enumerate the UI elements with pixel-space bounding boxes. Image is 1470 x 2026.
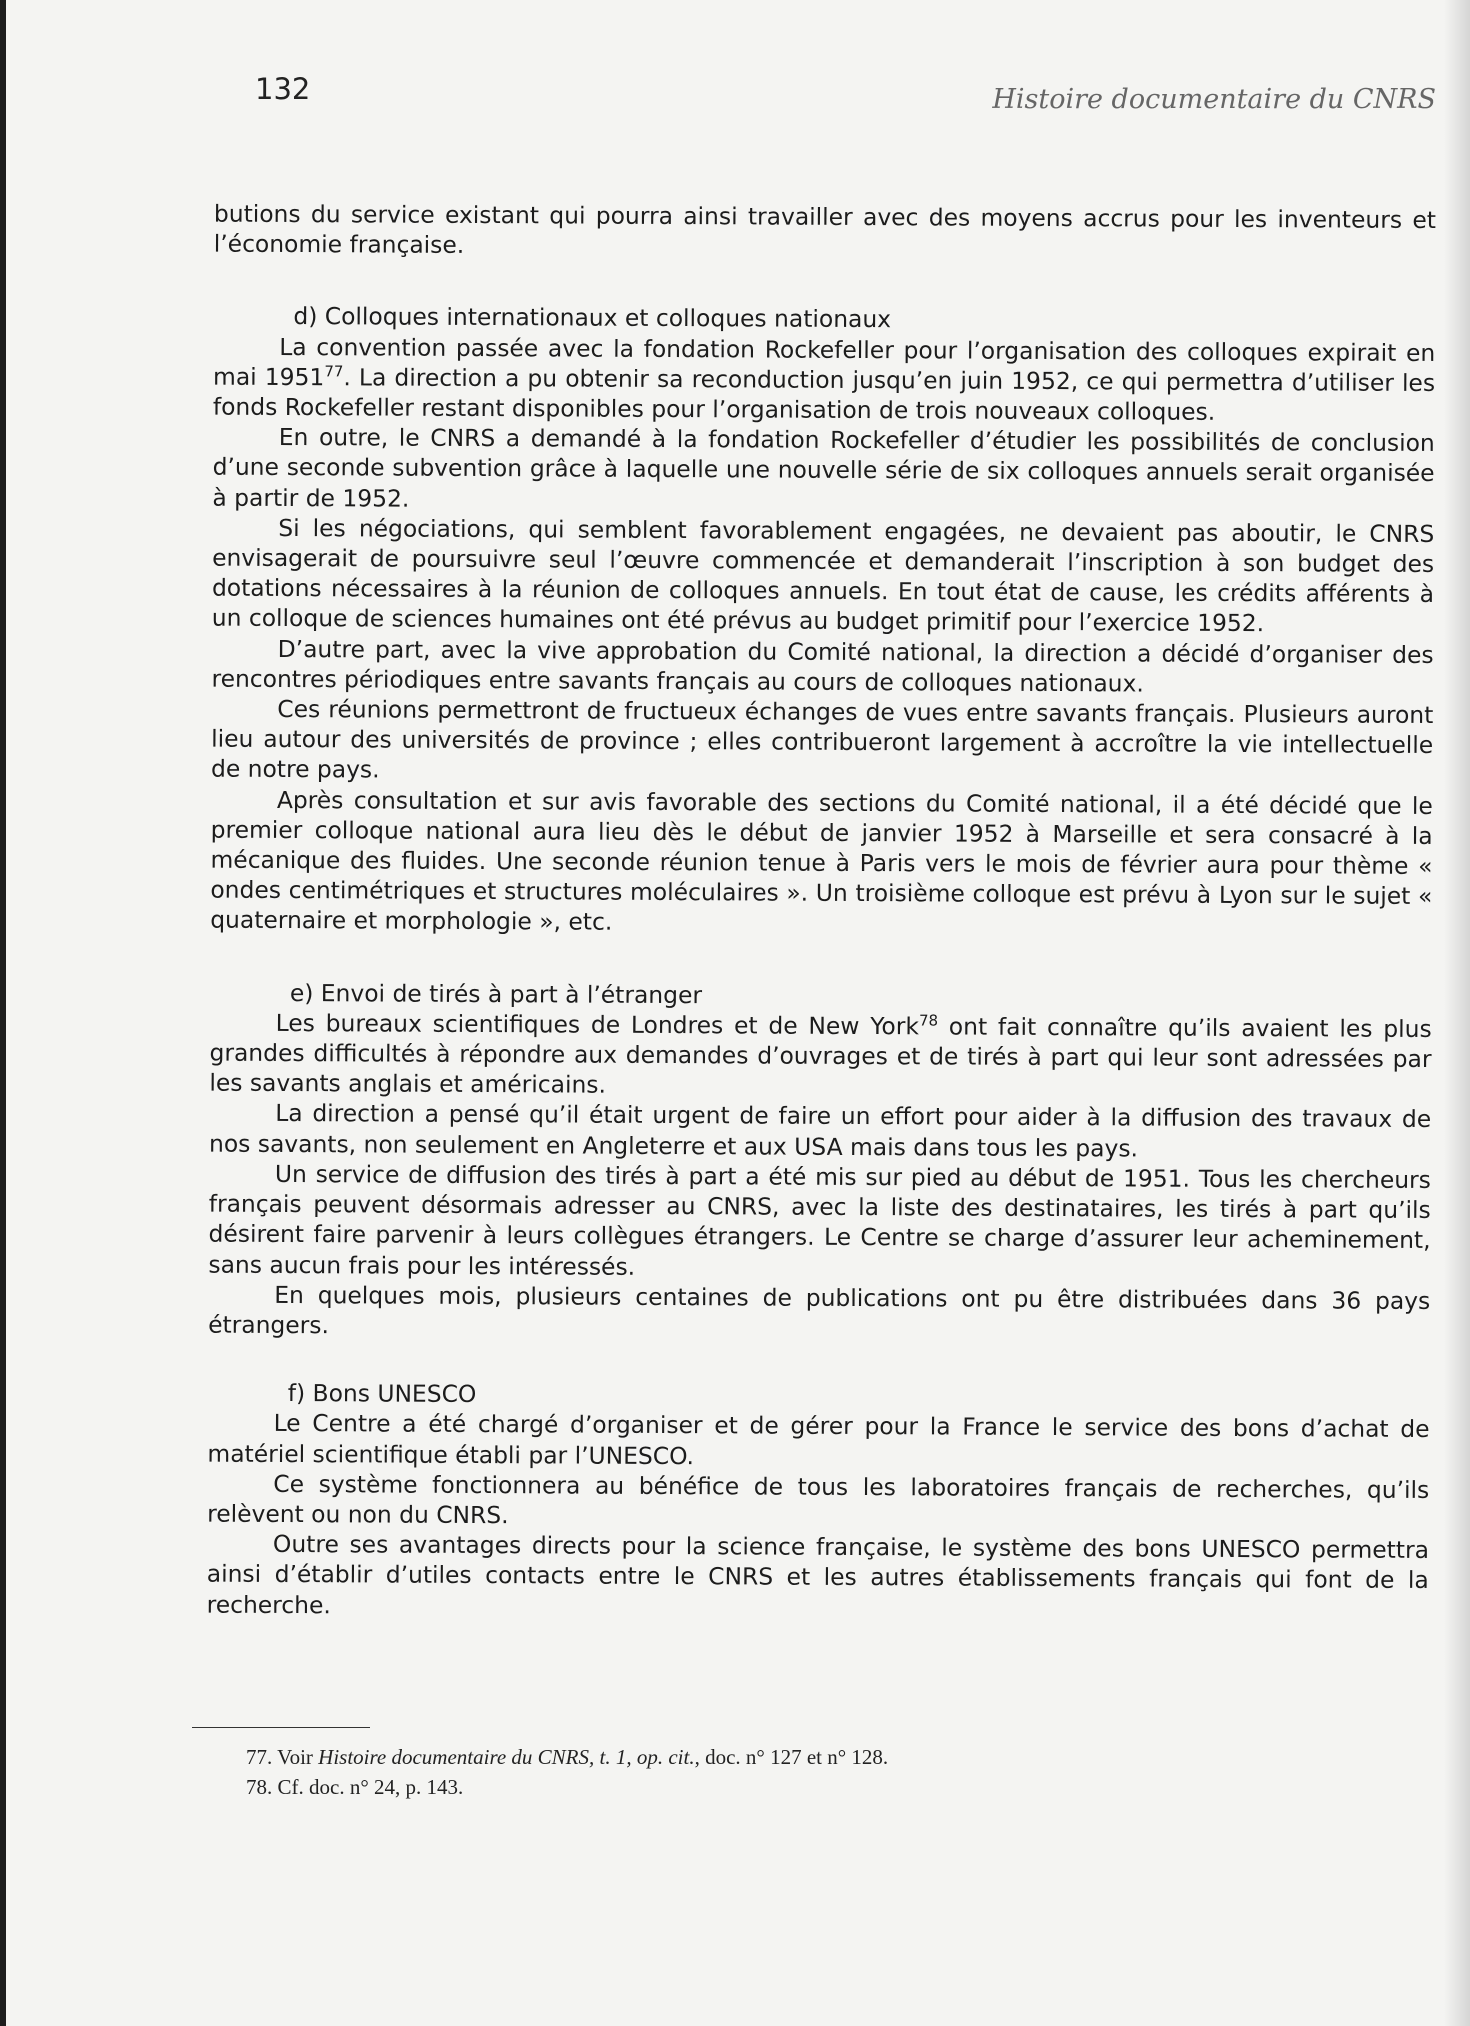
paragraph: D’autre part, avec la vive approbation du Comité national, la direction a décidé d’organiser des rencontres périodiques entre savants français au cours de colloques nationaux. <box>211 634 1434 698</box>
footnote-77: 77. Voir Histoire documentaire du CNRS, t. 1, op. cit., doc. n° 127 et n° 128. <box>246 1745 889 1769</box>
section-heading-e: e) Envoi de tirés à part à l’étranger <box>289 978 703 1009</box>
paragraph: Le Centre a été chargé d’organiser et de gérer pour la France le service des bons d’achat de matériel scientifique établi par l’UNESCO. <box>207 1409 1430 1470</box>
paragraph: Si les négociations, qui semblent favorablement engagées, ne devaient pas aboutir, le CNRS envisagerait de poursuivre seul l’œuvre commencée et demanderait l’inscription à son budget des dotations nécessaires à la réunion de colloques annuels. En tout état de cause, les crédits afférents à un colloque de sciences humaines ont été prévus au budget primitif pour l’exercice 1952. <box>211 513 1435 638</box>
paragraph: La direction a pensé qu’il était urgent de faire un effort pour aider à la diffusion des travaux de nos savants, non seulement en Angleterre et aux USA mais dans tous les pays. <box>208 1099 1432 1163</box>
paragraph: Ce système fonctionnera au bénéfice de tous les laboratoires français de recherches, qu’ils relèvent ou non du CNRS. <box>207 1469 1430 1530</box>
footnotes <box>246 1742 1246 1802</box>
paragraph: Ces réunions permettront de fructueux échanges de vues entre savants français. Plusieurs auront lieu autour des universités de province ; elles contribueront largement à accroître la vie intellectuelle de notre pays. <box>210 694 1434 784</box>
paragraph: Outre ses avantages directs pour la science française, le système des bons UNESCO permettra ainsi d’établir d’utiles contacts entre le CNRS et les autres établissements français qui font de la recherche. <box>206 1530 1430 1619</box>
footnote-ref-78[interactable]: 78 <box>918 1011 939 1030</box>
footnote-ref-77[interactable]: 77 <box>324 362 344 381</box>
running-title: Histoire documentaire du CNRS <box>992 84 1436 115</box>
main-text <box>207 199 1436 1626</box>
paragraph: La convention passée avec la fondation Rockefeller pour l’organisation des colloques expirait en mai 1951$^{77}$. La direction a pu obtenir sa reconduction jusqu’en juin 1952, ce qui permettra d’utiliser les fonds Rockefeller restant disponibles pour l’organisation de trois nouveaux colloques. <box>212 332 1436 426</box>
paragraph-continuation: butions du service existant qui pourra ainsi travailler avec des moyens accrus pour les inventeurs et l’économie française. <box>213 199 1436 260</box>
footnote-78: 78. Cf. doc. n° 24, p. 143. <box>246 1775 464 1799</box>
page-number: 132 <box>255 72 311 106</box>
paragraph: En quelques mois, plusieurs centaines de publications ont pu être distribuées dans 36 pays étrangers. <box>208 1280 1431 1340</box>
paragraph: Après consultation et sur avis favorable des sections du Comité national, il a été décidé que le premier colloque national aura lieu dès le début de janvier 1952 à Marseille et sera consacré à la mécanique des fluides. Une seconde réunion tenue à Paris vers le mois de février aura pour thème « ondes centimétriques et structures moléculaires ». Un troisième colloque est prévu à Lyon sur le sujet « quaternaire et morphologie », etc. <box>210 785 1433 937</box>
paragraph: Les bureaux scientifiques de Londres et de New York$^{78}$ ont fait connaître qu’ils avaient les plus grandes difficultés à répondre aux demandes d’ouvrages et de tirés à part qui leur sont adressées par les savants anglais et américains. <box>209 1008 1432 1099</box>
scan-edge <box>0 0 6 2026</box>
footnote-separator <box>192 1727 370 1728</box>
page-edge-shadow <box>1444 0 1470 2026</box>
paragraph: Un service de diffusion des tirés à part a été mis sur pied au début de 1951. Tous les chercheurs français peuvent désormais adresser au CNRS, avec la liste des destinataires, les tirés à part qu’ils désirent faire parvenir à leurs collègues étrangers. Le Centre se charge d’assurer leur acheminement, sans aucun frais pour les intéressés. <box>208 1159 1431 1281</box>
section-heading-f: f) Bons UNESCO <box>287 1379 477 1409</box>
section-heading-d: d) Colloques internationaux et colloques nationaux <box>293 302 892 334</box>
paragraph: En outre, le CNRS a demandé à la fondation Rockefeller d’étudier les possibilités de conclusion d’une seconde subvention grâce à laquelle une nouvelle série de six colloques annuels serait organisée à partir de 1952. <box>212 423 1435 513</box>
